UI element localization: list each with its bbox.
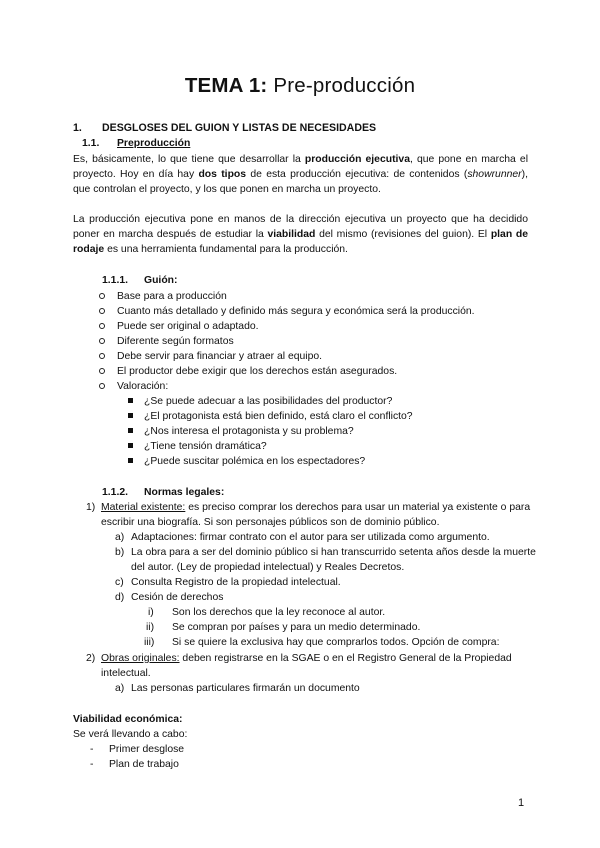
square-bullet <box>128 425 133 439</box>
guion-item: Base para a producción <box>117 291 227 302</box>
valoracion-item: ¿Tiene tensión dramática? <box>144 441 267 452</box>
list-marker: d) <box>115 592 125 603</box>
list-marker: a) <box>115 683 125 694</box>
normas-sub-item-cont: del autor. (Ley de propiedad intelectual) y Reales Decretos. <box>131 562 405 573</box>
viabilidad-item: Primer desglose <box>109 744 185 755</box>
square-bullet <box>128 395 133 409</box>
valoracion-item: ¿Se puede adecuar a las posibilidades del productor? <box>144 396 393 407</box>
section-1-1-1-number: 1.1.1. <box>102 275 128 286</box>
list-marker: b) <box>115 547 125 558</box>
para2-text-a: La producción ejecutiva pone en manos de la dirección ejecutiva un proyecto que ha decidido poner en marcha después de estudiar la <box>73 214 528 241</box>
roman-item: Si se quiere la exclusiva hay que comprarlos todos. Opción de compra: <box>172 637 500 648</box>
para1-text-g: ), que controlan el proyecto, y los que ponen en marcha un proyecto. <box>73 169 528 196</box>
roman-item: Son los derechos que la ley reconoce al autor. <box>172 607 386 618</box>
list-marker: 1) <box>86 502 96 513</box>
square-bullet <box>128 440 133 454</box>
list-marker: a) <box>115 532 125 543</box>
title-number: TEMA 1: <box>184 74 268 97</box>
para1-bold-produccion: producción ejecutiva <box>304 154 410 165</box>
section-1-heading: DESGLOSES DEL GUION Y LISTAS DE NECESIDADES <box>102 122 377 134</box>
normas-item-1-label: Material existente: <box>101 502 186 513</box>
viabilidad-intro: Se verá llevando a cabo: <box>73 729 188 740</box>
normas-sub-item: Cesión de derechos <box>131 592 224 603</box>
section-1-1-heading: Preproducción <box>117 138 191 149</box>
section-1-1-2-number: 1.1.2. <box>102 487 128 498</box>
para1-bold-dos-tipos: dos tipos <box>198 169 247 181</box>
viabilidad-heading: Viabilidad económica: <box>73 714 183 725</box>
valoracion-item: ¿El protagonista está bien definido, está claro el conflicto? <box>144 411 413 422</box>
normas-item-2-cont: intelectual. <box>101 668 151 679</box>
square-bullet <box>128 410 133 424</box>
list-marker: i) <box>148 607 154 618</box>
square-bullet <box>128 455 133 469</box>
section-1-1-number: 1.1. <box>82 138 100 149</box>
list-marker: iii) <box>144 637 155 648</box>
normas-sub-item: Consulta Registro de la propiedad intelectual. <box>131 577 341 588</box>
normas-item-1 <box>101 501 531 515</box>
list-marker: 2) <box>86 653 96 664</box>
normas-item-2 <box>101 652 512 666</box>
section-1-1-1-heading: Guión: <box>144 275 178 286</box>
page-number: 1 <box>518 797 525 809</box>
dash-bullet: - <box>90 759 94 770</box>
normas-sub-item: La obra para a ser del dominio público si han transcurrido setenta años desde la muerte <box>131 547 536 558</box>
dash-bullet: - <box>90 744 94 755</box>
list-marker: c) <box>115 577 124 588</box>
viabilidad-item: Plan de trabajo <box>109 759 179 770</box>
title-text: Pre-producción <box>267 74 416 97</box>
circle-bullet <box>99 380 105 394</box>
normas-item-1-text: es preciso comprar los derechos para usar un material ya existente o para <box>185 502 531 513</box>
para2-bold-plan-rodaje: plan de rodaje <box>73 229 528 256</box>
guion-item: Debe servir para financiar y atraer al equipo. <box>117 351 323 362</box>
guion-item: El productor debe exigir que los derechos están asegurados. <box>117 366 398 377</box>
para1-text-a: Es, básicamente, lo que tiene que desarrollar la <box>73 154 305 165</box>
guion-item: Valoración: <box>117 381 169 392</box>
para1-text-c: , que pone en marcha el proyecto. Hoy en día hay <box>73 154 528 181</box>
circle-bullet <box>99 290 105 304</box>
para2-bold-viabilidad: viabilidad <box>267 229 316 241</box>
guion-item: Puede ser original o adaptado. <box>117 321 259 332</box>
para1-italic-showrunner: showrunner <box>467 169 522 181</box>
valoracion-item: ¿Nos interesa el protagonista y su problema? <box>144 426 354 437</box>
normas-sub-item: Las personas particulares firmarán un documento <box>131 683 360 694</box>
para2-text-e: es una herramienta fundamental para la producción. <box>104 244 348 256</box>
para2-text-c: del mismo (revisiones del guion). El <box>315 229 491 241</box>
roman-item: Se compran por países y para un medio determinado. <box>172 622 421 633</box>
guion-item: Diferente según formatos <box>117 336 234 347</box>
page-title <box>0 74 600 98</box>
normas-item-2-label: Obras originales: <box>101 653 180 664</box>
circle-bullet <box>99 335 105 349</box>
normas-item-1-cont: escribir una biografía. Si son personajes públicos son de dominio público. <box>101 517 440 528</box>
guion-item: Cuanto más detallado y definido más segura y económica será la producción. <box>117 306 475 317</box>
section-1-1-2-heading: Normas legales: <box>144 487 225 498</box>
section-1-number: 1. <box>73 122 82 134</box>
normas-sub-item: Adaptaciones: firmar contrato con el autor para ser utilizada como argumento. <box>131 532 490 543</box>
circle-bullet <box>99 320 105 334</box>
circle-bullet <box>99 350 105 364</box>
list-marker: ii) <box>146 622 155 633</box>
circle-bullet <box>99 365 105 379</box>
valoracion-item: ¿Puede suscitar polémica en los espectadores? <box>144 456 366 467</box>
para1-text-e: de esta producción ejecutiva: de contenidos ( <box>246 169 468 181</box>
circle-bullet <box>99 305 105 319</box>
paragraph-2 <box>73 212 528 258</box>
paragraph-1 <box>73 152 528 198</box>
normas-item-2-text: deben registrarse en la SGAE o en el Registro General de la Propiedad <box>179 653 512 664</box>
